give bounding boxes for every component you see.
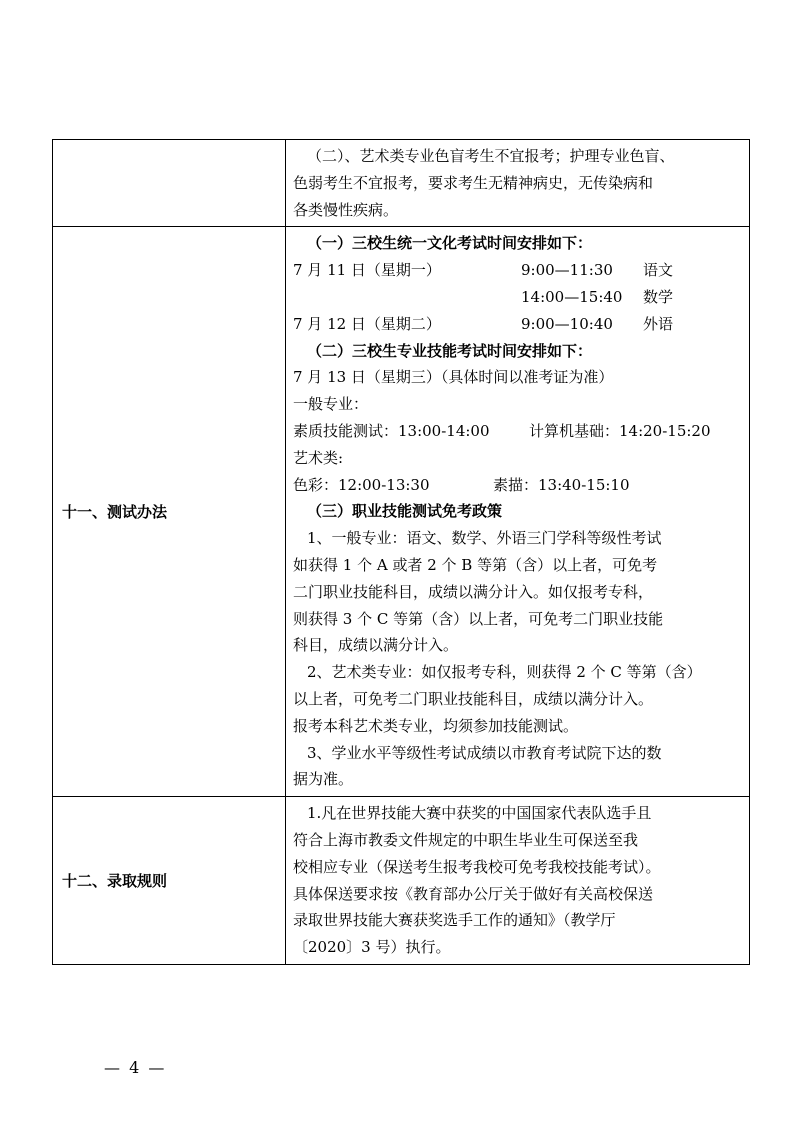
text-line: （二）、艺术类专业色盲考生不宜报考；护理专业色盲、: [307, 147, 675, 165]
text-line: 符合上海市教委文件规定的中职生毕业生可保送至我: [293, 830, 639, 849]
text-line: 色弱考生不宜报考，要求考生无精神病史，无传染病和: [293, 173, 654, 192]
text-line: 则获得 3 个 C 等第（含）以上者，可免考二门职业技能: [293, 609, 664, 628]
text-line: 1.凡在世界技能大赛中获奖的中国国家代表队选手且: [307, 804, 652, 823]
row-content-cell: [286, 797, 750, 965]
time-item: 色彩：12:00-13:30: [293, 475, 430, 494]
schedule-subject: 外语: [643, 314, 674, 333]
text-line: 各类慢性疾病。: [293, 200, 399, 219]
time-item: 素质技能测试：13:00-14:00: [293, 421, 490, 440]
text-line: 艺术类:: [293, 448, 344, 467]
time-pair-row: [293, 418, 743, 445]
schedule-subject: 语文: [643, 261, 674, 280]
table-row: [53, 227, 750, 797]
text-line: 二门职业技能科目，成绩以满分计入。如仅报考专科，: [293, 582, 654, 601]
time-item: 素描：13:40-15:10: [493, 475, 630, 494]
row-content-cell: [286, 227, 750, 797]
text-line: 报考本科艺术类专业，均须参加技能测试。: [293, 716, 579, 735]
schedule-date: 7 月 12 日（星期二）: [293, 314, 441, 333]
schedule-row: [293, 257, 743, 284]
section-heading: （二）三校生专业技能考试时间安排如下：: [307, 341, 593, 360]
row-label-test-method: 十一、测试办法: [62, 503, 168, 522]
schedule-date: 7 月 11 日（星期一）: [293, 261, 441, 280]
row-content-cell: [286, 140, 750, 227]
time-pair-row: [293, 472, 743, 499]
document-table: [52, 139, 750, 965]
text-line: 如获得 1 个 A 或者 2 个 B 等第（含）以上者，可免考: [293, 555, 658, 574]
row-label-cell: [53, 140, 286, 227]
schedule-row: [293, 311, 743, 338]
row-label-cell: [53, 227, 286, 797]
text-line: 录取世界技能大赛获奖选手工作的通知》（教学厅: [293, 911, 616, 930]
row-label-cell: [53, 797, 286, 965]
text-line: 2、艺术类专业：如仅报考专科，则获得 2 个 C 等第（含）: [307, 663, 702, 682]
page-number: — 4 —: [104, 1058, 167, 1077]
table-row: [53, 797, 750, 965]
schedule-time: 9:00—10:40: [521, 314, 613, 333]
text-line: 〔2020〕3 号）执行。: [293, 938, 451, 957]
text-line: 一般专业：: [293, 395, 369, 414]
text-line: 校相应专业（保送考生报考我校可免考我校技能考试）。: [293, 857, 661, 876]
time-item: 计算机基础：14:20-15:20: [529, 421, 711, 440]
section-heading: （一）三校生统一文化考试时间安排如下：: [307, 234, 593, 253]
text-line: 7 月 13 日（星期三）（具体时间以准考证为准）: [293, 368, 614, 387]
schedule-subject: 数学: [643, 287, 674, 306]
schedule-time: 14:00—15:40: [521, 287, 623, 306]
text-line: 以上者，可免考二门职业技能科目，成绩以满分计入。: [293, 689, 654, 708]
section-heading: （三）职业技能测试免考政策: [307, 502, 503, 521]
text-line: 1、一般专业：语文、数学、外语三门学科等级性考试: [307, 529, 662, 548]
text-line: 3、学业水平等级性考试成绩以市教育考试院下达的数: [307, 743, 662, 762]
schedule-date: [293, 284, 521, 311]
text-line: 科目，成绩以满分计入。: [293, 636, 459, 655]
table-row: [53, 140, 750, 227]
row-label-admission-rules: 十二、录取规则: [62, 872, 168, 891]
text-line: 具体保送要求按《教育部办公厅关于做好有关高校保送: [293, 884, 654, 903]
schedule-time: 9:00—11:30: [521, 261, 613, 280]
text-line: 据为准。: [293, 770, 354, 789]
schedule-row: [293, 284, 743, 311]
